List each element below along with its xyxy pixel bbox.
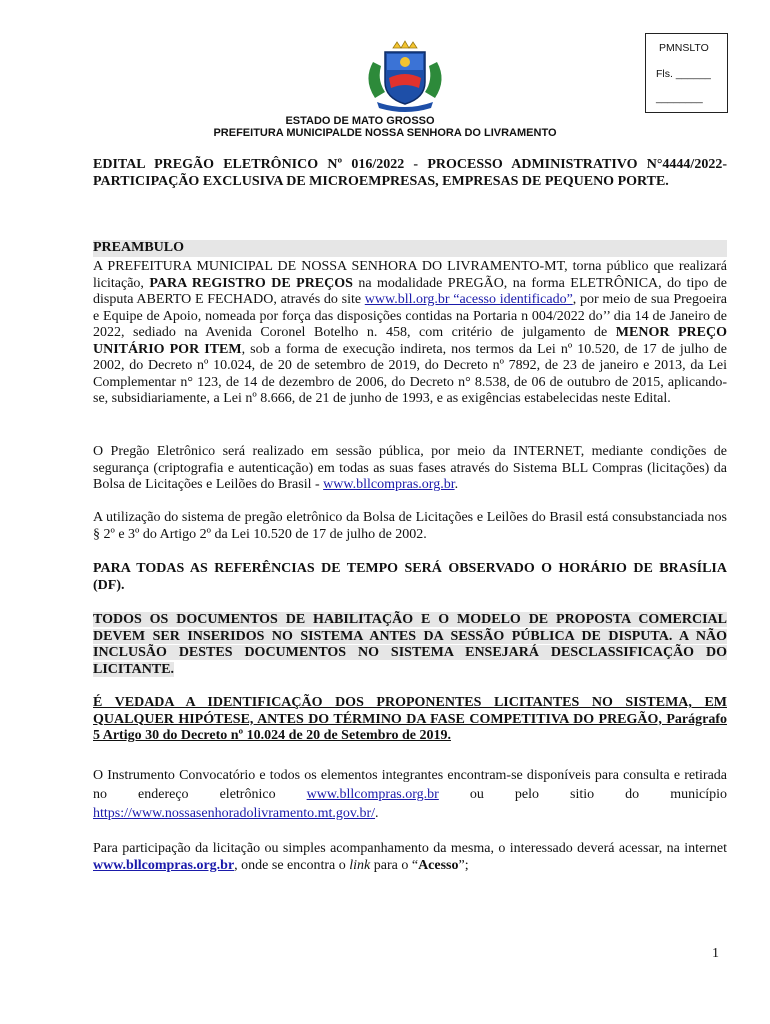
- p7-text-c: .: [375, 806, 379, 821]
- preambulo-paragraph-2: [93, 444, 727, 494]
- p7-text-b: ou pelo sitio do município: [438, 787, 727, 802]
- p1-text-a: A PREFEITURA MUNICIPAL DE NOSSA SENHORA DO LIVRAMENTO-MT, torna público que realizará licitação,: [93, 259, 727, 291]
- p1-text-f: , sob a forma de execução indireta, nos termos da Lei nº 10.520, de 17 de julho de 2002, do Decreto nº 10.024, de 20 de setembro de 2019, do Decreto nº 7892, de 23 de janeiro e 2013, da Lei Complementar n° 123, de 14 de dezembro de 2006, do Decreto n° 8.538, de 06 de outubro de 2015, aplicando-se, subsidiariamente, a Lei nº 8.666, de 21 de junho de 1993, e as exigências estabelecidas neste Edital.: [93, 341, 727, 406]
- edital-title: EDITAL PREGÃO ELETRÔNICO Nº 016/2022 - PROCESSO ADMINISTRATIVO N°4444/2022- PARTICIPAÇÃO EXCLUSIVA DE MICROEMPRESAS, EMPRESAS DE PEQUENO PORTE.: [93, 157, 727, 189]
- p2-text-a: O Pregão Eletrônico será realizado em sessão pública, por meio da INTERNET, mediante condições de segurança (criptografia e autenticação) em todas as suas fases através do Sistema BLL Compras (licitações) da Bolsa de Licitações e Leilões do Brasil -: [93, 444, 727, 492]
- p8-text-b: , onde se encontra o: [234, 857, 350, 873]
- p8-link-word: link: [349, 857, 371, 873]
- bll-link[interactable]: www.bll.org.br “acesso identificado”: [364, 292, 573, 307]
- stamp-code: PMNSLTO: [659, 42, 709, 54]
- horario-notice: PARA TODAS AS REFERÊNCIAS DE TEMPO SERÁ OBSERVADO O HORÁRIO DE BRASÍLIA (DF).: [93, 561, 727, 593]
- preambulo-paragraph-1: [93, 259, 727, 408]
- documentos-notice-text: TODOS OS DOCUMENTOS DE HABILITAÇÃO E O MODELO DE PROPOSTA COMERCIAL DEVEM SER INSERIDOS NO SISTEMA ANTES DA SESSÃO PÚBLICA DE DISPUTA. A NÃO INCLUSÃO DESTES DOCUMENTOS NO SISTEMA ENSEJARÁ DESCLASSIFICAÇÃO DO LICITANTE.: [93, 612, 727, 677]
- p8-text-d: ”;: [458, 857, 469, 873]
- preambulo-heading: PREAMBULO: [93, 240, 727, 257]
- preambulo-paragraph-7: [93, 766, 727, 823]
- state-name: ESTADO DE MATO GROSSO: [285, 115, 435, 127]
- p2-text-b: .: [454, 477, 459, 492]
- p8-text-a: Para participação da licitação ou simples acompanhamento da mesma, o interessado deverá acessar, na internet: [93, 841, 727, 856]
- documentos-notice: [93, 612, 727, 678]
- municipal-coat-of-arms-icon: [355, 40, 455, 112]
- page-control-stamp: [645, 33, 728, 113]
- prefeitura-name: PREFEITURA MUNICIPALDE NOSSA SENHORA DO LIVRAMENTO: [213, 127, 557, 139]
- stamp-signature-line: ________: [656, 92, 703, 104]
- bllcompras-link[interactable]: www.bllcompras.org.br: [323, 477, 455, 492]
- stamp-folio: Fls. ______: [656, 68, 711, 80]
- p8-acesso: Acesso: [418, 857, 459, 873]
- p1-text-d: , por meio de sua Pregoeira e Equipe de Apoio, nomeada por força das disposições contidas na Portaria n 004/2022 do’’ dia 14 de Janeiro de 2022, sediado na Avenida Coronel Botelho n. 458, com critério de julgamento de: [93, 292, 727, 340]
- p1-text-c: na modalidade PREGÃO, na forma ELETRÔNICA, do tipo de disputa ABERTO E FECHADO, através do site: [93, 275, 728, 307]
- vedada-notice: É VEDADA A IDENTIFICAÇÃO DOS PROPONENTES LICITANTES NO SISTEMA, EM QUALQUER HIPÓTESE, ANTES DO TÉRMINO DA FASE COMPETITIVA DO PREGÃO, Parágrafo 5 Artigo 30 do Decreto nº 10.024 de 20 de Setembro de 2019.: [93, 695, 727, 743]
- bllcompras-link-3[interactable]: www.bllcompras.org.br: [93, 857, 235, 873]
- bllcompras-link-2[interactable]: www.bllcompras.org.br: [306, 787, 439, 802]
- preambulo-paragraph-3: A utilização do sistema de pregão eletrônico da Bolsa de Licitações e Leilões do Brasil está consubstanciada nos § 2º e 3º do Artigo 2º da Lei 10.520 de 17 de julho de 2002.: [93, 510, 727, 542]
- page-number: 1: [712, 946, 719, 961]
- p1-criterio: MENOR PREÇO UNITÁRIO POR ITEM: [93, 325, 728, 357]
- preambulo-paragraph-8: [93, 841, 727, 874]
- municipio-link[interactable]: https://www.nossasenhoradolivramento.mt.gov.br/: [93, 806, 376, 821]
- p7-text-a: O Instrumento Convocatório e todos os elementos integrantes encontram-se disponíveis para consulta e retirada no endereço eletrônico: [93, 768, 727, 802]
- p1-registro-precos: PARA REGISTRO DE PREÇOS: [149, 275, 353, 291]
- p8-text-c: para o “: [370, 857, 419, 873]
